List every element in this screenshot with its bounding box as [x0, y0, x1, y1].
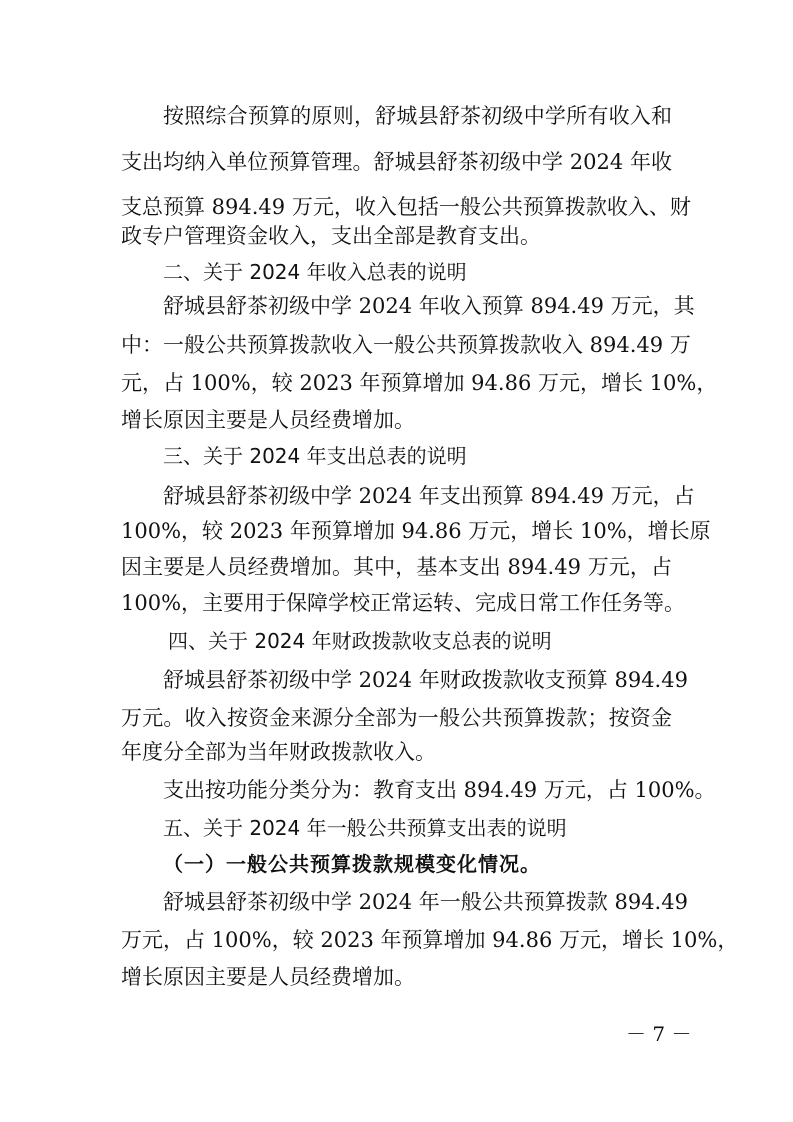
paragraph-line: 万元，占 100%，较 2023 年预算增加 94.86 万元，增长 10%，: [121, 928, 739, 952]
subsection-heading: （一）一般公共预算拨款规模变化情况。: [163, 852, 541, 876]
paragraph-line: 舒城县舒茶初级中学 2024 年收入预算 894.49 万元，其: [163, 294, 695, 318]
page-number: － 7 －: [626, 1022, 692, 1046]
paragraph-line: 政专户管理资金收入，支出全部是教育支出。: [121, 224, 541, 248]
paragraph-line: 舒城县舒茶初级中学 2024 年财政拨款收支预算 894.49: [163, 668, 688, 692]
paragraph-line: 因主要是人员经费增加。其中，基本支出 894.49 万元，占: [121, 555, 672, 579]
paragraph-line: 年度分全部为当年财政拨款收入。: [121, 740, 436, 764]
paragraph-line: 100%，主要用于保障学校正常运转、完成日常工作任务等。: [121, 591, 686, 615]
section-heading-expenditure: 三、关于 2024 年支出总表的说明: [163, 444, 467, 468]
paragraph-line: 支总预算 894.49 万元，收入包括一般公共预算拨款收入、财: [121, 195, 691, 219]
paragraph-line: 支出均纳入单位预算管理。舒城县舒茶初级中学 2024 年收: [121, 150, 672, 174]
paragraph-line: 舒城县舒茶初级中学 2024 年支出预算 894.49 万元，占: [163, 484, 695, 508]
paragraph-line: 舒城县舒茶初级中学 2024 年一般公共预算拨款 894.49: [163, 890, 688, 914]
paragraph-line: 按照综合预算的原则，舒城县舒茶初级中学所有收入和: [163, 104, 672, 128]
paragraph-line: 增长原因主要是人员经费增加。: [121, 408, 415, 432]
paragraph-line: 支出按功能分类分为：教育支出 894.49 万元，占 100%。: [163, 778, 716, 802]
section-heading-general-budget: 五、关于 2024 年一般公共预算支出表的说明: [163, 816, 567, 840]
section-heading-fiscal-allocation: 四、关于 2024 年财政拨款收支总表的说明: [168, 629, 552, 653]
paragraph-line: 元，占 100%，较 2023 年预算增加 94.86 万元，增长 10%，: [121, 371, 718, 395]
section-heading-income: 二、关于 2024 年收入总表的说明: [163, 260, 467, 284]
paragraph-line: 中：一般公共预算拨款收入一般公共预算拨款收入 894.49 万: [121, 333, 691, 357]
paragraph-line: 100%，较 2023 年预算增加 94.86 万元，增长 10%，增长原: [121, 519, 711, 543]
paragraph-line: 万元。收入按资金来源分全部为一般公共预算拨款；按资金: [121, 706, 672, 730]
paragraph-line: 增长原因主要是人员经费增加。: [121, 965, 415, 989]
